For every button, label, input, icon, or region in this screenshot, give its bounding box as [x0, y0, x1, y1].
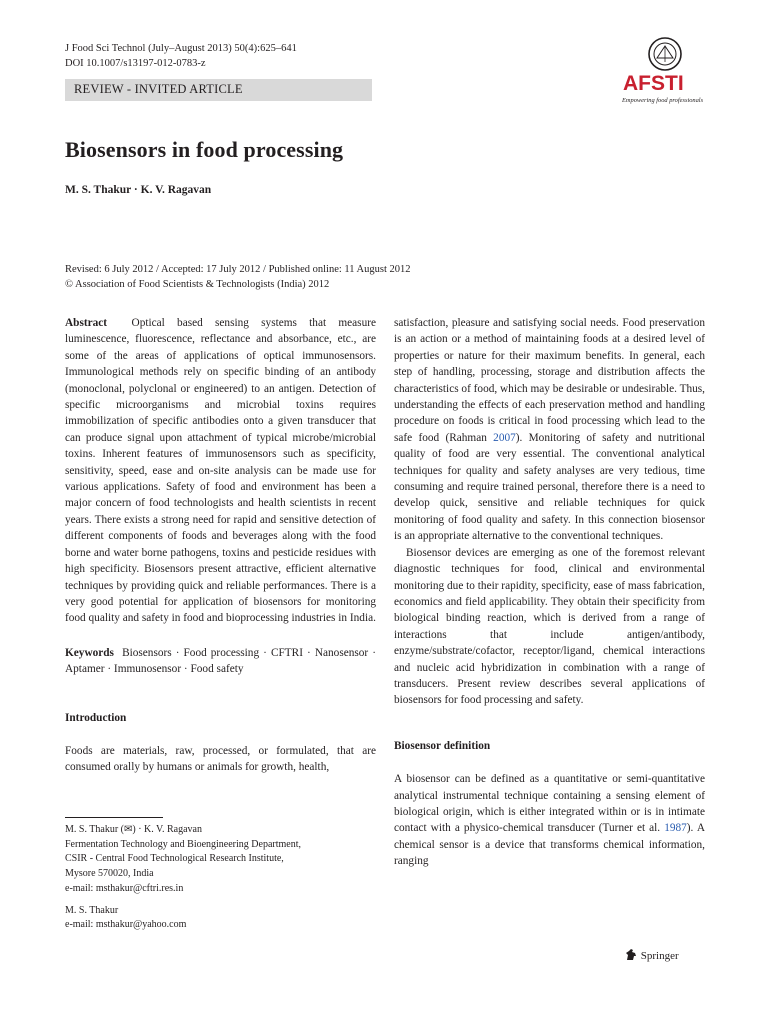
footnote-address: Mysore 570020, India	[65, 868, 154, 880]
article-history	[65, 262, 411, 292]
keywords	[65, 645, 376, 678]
right-column	[394, 315, 705, 870]
publication-dates: Revised: 6 July 2012 / Accepted: 17 July 2012 / Published online: 11 August 2012	[65, 264, 411, 275]
biosensor-definition-heading: Biosensor definition	[394, 739, 491, 752]
citation-link[interactable]: 2007	[493, 431, 516, 444]
article-authors: M. S. Thakur · K. V. Ragavan	[65, 184, 212, 196]
footnote-author-secondary: M. S. Thakur	[65, 904, 119, 916]
afsti-emblem-icon	[620, 34, 710, 106]
footnote-institute: CSIR - Central Food Technological Research Institute,	[65, 853, 284, 865]
copyright-notice: © Association of Food Scientists & Technologists (India) 2012	[65, 279, 330, 290]
introduction-paragraph: Foods are materials, raw, processed, or formulated, that are consumed orally by humans or animals for growth, health,	[65, 744, 376, 774]
footnote-department: Fermentation Technology and Bioengineering Department,	[65, 838, 301, 850]
biosensor-devices-paragraph: Biosensor devices are emerging as one of the foremost relevant diagnostic techniques for food, clinical and environmental monitoring due to their rapidity, specificity, ease of mass fabrication, economics and field applicability. They obtain their specificity from biological binding reaction, which is derived from a range of interactions that include antigen/antibody, enzyme/substrate/cofactor, receptor/ligand, chemical interactions and nucleic acid hybridization in combination with a range of transducers. Present review describes several applications of biosensors for food processing and safety.	[394, 546, 705, 707]
footnote-email: e-mail: msthakur@cftri.res.in	[65, 882, 184, 894]
publisher-name: Springer	[640, 950, 679, 962]
abstract-label: Abstract	[65, 317, 108, 329]
intro-continued-paragraph: satisfaction, pleasure and satisfying social needs. Food preservation is an action or a method of maintaining foods at a desired level of properties or nature for their maximum benefits. In general, each step of handling, processing, storage and distribution affects the characteristics of food, which may be desirable or undesirable. Thus, understanding the effects of each preservation method and handling procedure on foods is critical in food processing which lead to the safe food (Rahman 2007). Monitoring of safety and nutritional quality of food are very essential. The conventional analytical techniques for quality and safety analyses are very tedious, time consuming and require trained personal, therefore there is a need to develop quick, sensitive and reliable techniques for quick monitoring of food quality and safety. In this connection biosensor is an appropriate alternative to the conventional techniques.	[394, 317, 706, 543]
abstract-text: Optical based sensing systems that measure luminescence, fluorescence, reflectance and absorbance, etc., are some of the areas of applications of optical immunosensors. Immunological methods rely on specific binding of an antibody (monoclonal, polyclonal or engineered) to an antigen. Detection of specific microorganisms and microbial toxins requires immobilization of specific antibodies onto a given transducer that can produce signal upon attachment of typical microbe/microbial toxins. Inherent features of immunosensors such as specificity, sensitivity, speed, ease and on-site analysis can be made use for various applications. Safety of food and environment has been a major concern of food technologists and health scientists in recent years. There exists a strong need for rapid and sensitive detection of different components of foods and beverages along with the food borne and water borne pathogens, toxins and pesticide residues with high specificity. Biosensors present attractive, efficient alternative techniques by providing quick and reliable performances. There is a very good potential for application of biosensors for monitoring food quality and safety in food and bioprocessing industries in India.	[65, 317, 376, 625]
journal-citation: J Food Sci Technol (July–August 2013) 50(4):625–641	[65, 43, 297, 54]
footnote-divider	[65, 817, 163, 818]
abstract	[65, 315, 376, 627]
springer-horse-icon	[624, 948, 638, 965]
keywords-label: Keywords	[65, 646, 114, 659]
logo-tagline: Empowering food professionals	[622, 97, 704, 104]
biosensor-definition-paragraph: A biosensor can be defined as a quantitative or semi-quantitative analytical instrumental technique containing a sensing element of biological origin, which is either integrated within or is in intimate contact with a physico-chemical transducer (Turner et al. 1987). A chemical sensor is a device that transforms chemical information, ranging	[394, 773, 705, 868]
article-type-banner	[65, 79, 372, 101]
publisher-footer	[624, 948, 679, 965]
introduction-heading: Introduction	[65, 711, 127, 724]
doi: DOI 10.1007/s13197-012-0783-z	[65, 58, 206, 69]
logo-wordmark: AFSTI	[623, 72, 684, 95]
article-type-label: REVIEW - INVITED ARTICLE	[74, 82, 243, 96]
footnote-email-secondary: e-mail: msthakur@yahoo.com	[65, 919, 187, 931]
left-column	[65, 315, 376, 776]
afsti-logo	[620, 34, 710, 106]
footnote-authors: M. S. Thakur (✉) · K. V. Ragavan	[65, 824, 202, 835]
article-title: Biosensors in food processing	[65, 137, 344, 162]
citation-link[interactable]: 1987	[664, 822, 687, 835]
keywords-text: Biosensors · Food processing · CFTRI · Nanosensor · Aptamer · Immunosensor · Food safety	[65, 646, 376, 676]
author-affiliation-footnote	[65, 823, 301, 933]
